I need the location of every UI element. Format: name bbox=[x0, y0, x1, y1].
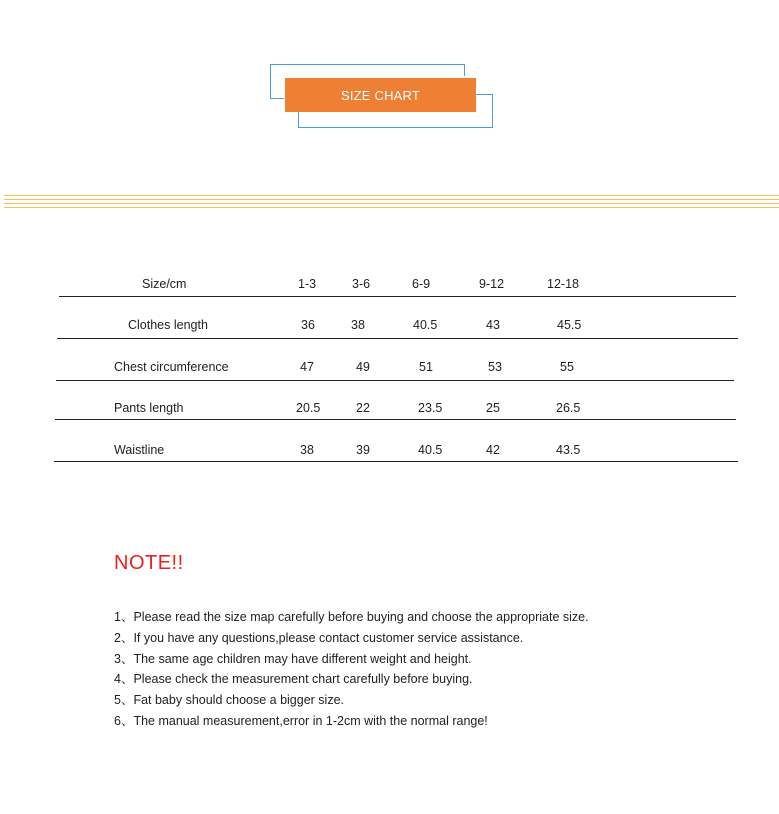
table-header-label: Size/cm bbox=[142, 277, 187, 291]
table-cell: 53 bbox=[488, 360, 502, 374]
note-item: 1、Please read the size map carefully before buying and choose the appropriate size. bbox=[114, 610, 589, 624]
table-cell: 42 bbox=[486, 443, 500, 457]
table-cell: 26.5 bbox=[556, 401, 581, 415]
divider-line bbox=[4, 195, 779, 196]
note-item: 3、The same age children may have different weight and height. bbox=[114, 651, 472, 666]
table-cell: 43.5 bbox=[556, 443, 581, 457]
table-cell: 51 bbox=[419, 360, 433, 374]
note-item: 5、Fat baby should choose a bigger size. bbox=[114, 693, 344, 708]
note-list bbox=[114, 607, 589, 732]
table-header-size: 1-3 bbox=[298, 277, 317, 291]
table-header-size: 6-9 bbox=[412, 277, 431, 291]
badge-frame-back-edge bbox=[270, 98, 284, 99]
table-rule bbox=[55, 419, 736, 420]
divider-line bbox=[4, 199, 779, 200]
table-cell: 47 bbox=[300, 360, 314, 374]
size-chart-title: SIZE CHART bbox=[285, 78, 476, 112]
table-cell: 45.5 bbox=[557, 318, 582, 332]
note-item: 4、Please check the measurement chart carefully before buying. bbox=[114, 672, 473, 687]
divider-line bbox=[4, 203, 779, 204]
table-rule bbox=[54, 461, 738, 462]
table-cell: 39 bbox=[356, 443, 370, 457]
table-row-label: Pants length bbox=[114, 401, 184, 415]
table-row-label: Waistline bbox=[114, 443, 165, 457]
badge-frame-front-edge bbox=[298, 112, 299, 127]
table-cell: 25 bbox=[486, 401, 500, 415]
table-cell: 55 bbox=[560, 360, 574, 374]
table-cell: 20.5 bbox=[296, 401, 321, 415]
table-cell: 36 bbox=[301, 318, 315, 332]
table-cell: 49 bbox=[356, 360, 370, 374]
table-rule bbox=[56, 380, 734, 381]
table-cell: 22 bbox=[356, 401, 370, 415]
table-cell: 38 bbox=[300, 443, 314, 457]
table-cell: 40.5 bbox=[418, 443, 443, 457]
badge-frame-back-edge bbox=[464, 64, 465, 76]
table-cell: 43 bbox=[486, 318, 500, 332]
table-rule bbox=[59, 296, 736, 297]
table-header-size: 3-6 bbox=[352, 277, 371, 291]
divider-line bbox=[4, 207, 779, 208]
table-row-label: Chest circumference bbox=[114, 360, 229, 374]
badge-frame-front-edge bbox=[476, 94, 492, 95]
note-item: 6、The manual measurement,error in 1-2cm with the normal range! bbox=[114, 713, 488, 728]
table-header-size: 12-18 bbox=[547, 277, 579, 291]
table-cell: 23.5 bbox=[418, 401, 443, 415]
note-title: NOTE!! bbox=[114, 552, 184, 574]
table-rule bbox=[57, 338, 738, 339]
table-row-label: Clothes length bbox=[128, 318, 208, 332]
note-item: 2、If you have any questions,please contact customer service assistance. bbox=[114, 630, 524, 645]
table-cell: 40.5 bbox=[413, 318, 438, 332]
table-header-size: 9-12 bbox=[479, 277, 505, 291]
table-cell: 38 bbox=[351, 318, 365, 332]
